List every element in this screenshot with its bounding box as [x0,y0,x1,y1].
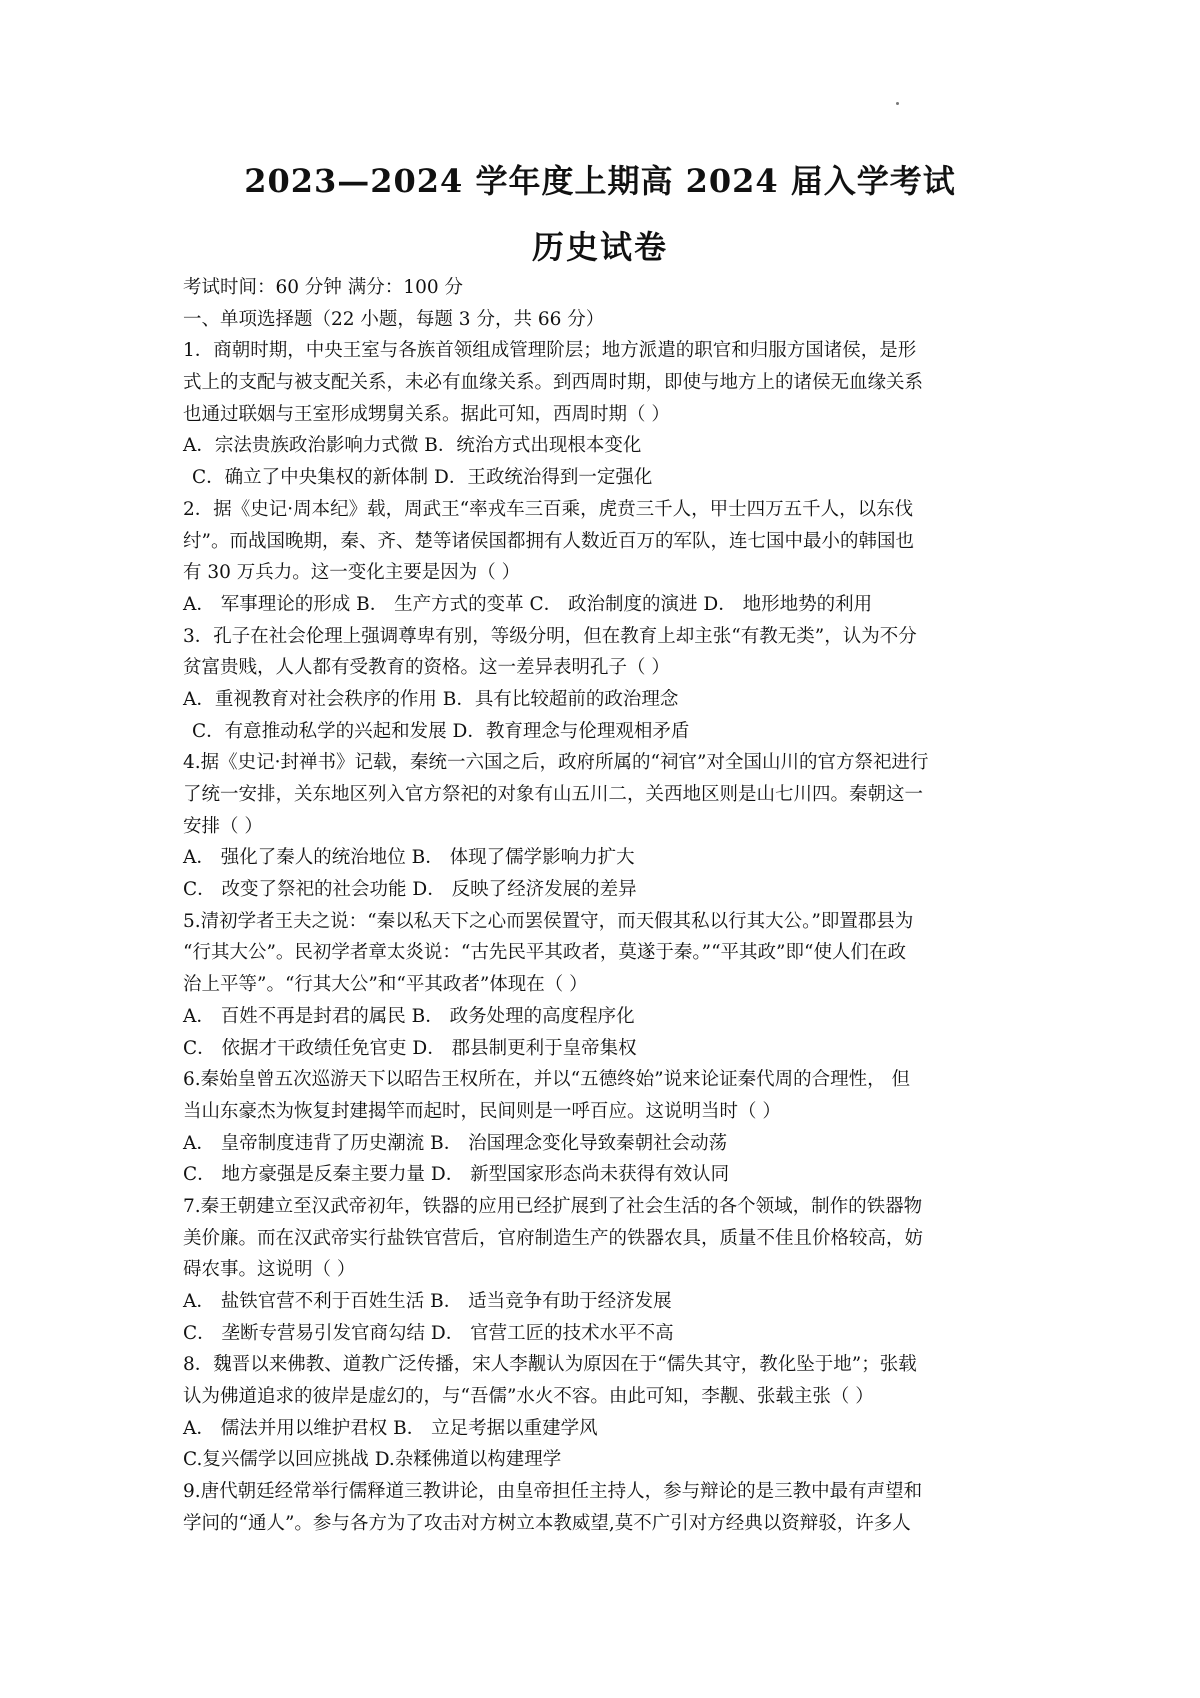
question-text: 4.据《史记·封禅书》记载，秦统一六国之后，政府所属的“祠官”对全国山川的官方祭祀进行 [183,752,929,774]
question-text: 式上的支配与被支配关系，未必有血缘关系。到西周时期，即使与地方上的诸侯无血缘关系 [183,372,924,394]
answer-options: A． 儒法并用以维护君权 B． 立足考据以重建学风 [183,1417,598,1439]
question-text: 8．魏晋以来佛教、道教广泛传播，宋人李觏认为原因在于“儒失其守，教化坠于地”；张载 [183,1354,917,1376]
question-text: 学问的“通人”。参与各方为了攻击对方树立本教威望,莫不广引对方经典以资辩驳，许多人 [183,1512,911,1534]
answer-options: C． 垄断专营易引发官商勾结 D． 官营工匠的技术水平不高 [183,1322,674,1344]
question-text: 5.清初学者王夫之说：“秦以私天下之心而罢侯置守，而天假其私以行其大公。”即置郡县为 [183,910,914,932]
exam-title: 2023—2024 学年度上期高 2024 届入学考试 [244,162,956,200]
answer-options: C． 地方豪强是反秦主要力量 D． 新型国家形态尚未获得有效认同 [183,1164,730,1186]
question-text: 有 30 万兵力。这一变化主要是因为（ ） [183,562,521,584]
question-text: 当山东豪杰为恢复封建揭竿而起时，民间则是一呼百应。这说明当时（ ） [183,1100,781,1122]
question-text: 1．商朝时期，中央王室与各族首领组成管理阶层；地方派遣的职官和归服方国诸侯，是形 [183,340,917,362]
question-text: 3．孔子在社会伦理上强调尊卑有别，等级分明，但在教育上却主张“有教无类”，认为不分 [183,625,917,647]
answer-options: C．有意推动私学的兴起和发展 D．教育理念与伦理观相矛盾 [192,720,690,742]
question-text: 纣”。而战国晚期，秦、齐、楚等诸侯国都拥有人数近百万的军队，连七国中最小的韩国也 [183,530,914,552]
question-text: 6.秦始皇曾五次巡游天下以昭告王权所在，并以“五德终始”说来论证秦代周的合理性， 但 [183,1069,910,1091]
answer-options: A． 皇帝制度违背了历史潮流 B． 治国理念变化导致秦朝社会动荡 [183,1132,728,1154]
answer-options: C.复兴儒学以回应挑战 D.杂糅佛道以构建理学 [183,1449,562,1471]
question-text: 了统一安排，关东地区列入官方祭祀的对象有山五川二，关西地区则是山七川四。秦朝这一 [183,784,924,805]
section-heading: 一、单项选择题（22 小题，每题 3 分，共 66 分） [183,308,605,330]
answer-options: A．宗法贵族政治影响力式微 B．统治方式出现根本变化 [183,435,642,457]
question-text: 9.唐代朝廷经常举行儒释道三教讲论，由皇帝担任主持人，参与辩论的是三教中最有声望和 [183,1481,923,1503]
answer-options: A． 百姓不再是封君的属民 B． 政务处理的高度程序化 [183,1005,635,1027]
question-text: 认为佛道追求的彼岸是虚幻的，与“吾儒”水火不容。由此可知，李觏、张载主张（ ） [183,1386,874,1408]
scan-speck [896,102,899,105]
question-text: 7.秦王朝建立至汉武帝初年，铁器的应用已经扩展到了社会生活的各个领域，制作的铁器物 [183,1195,923,1217]
answer-options: A． 强化了秦人的统治地位 B． 体现了儒学影响力扩大 [183,847,635,869]
answer-options: A． 盐铁官营不利于百姓生活 B． 适当竞争有助于经济发展 [183,1291,672,1312]
exam-body [183,272,1033,1540]
answer-options: C． 依据才干政绩任免官吏 D． 郡县制更利于皇帝集权 [183,1037,637,1059]
question-text: 贫富贵贱，人人都有受教育的资格。这一差异表明孔子（ ） [183,657,670,679]
answer-options: C．确立了中央集权的新体制 D．王政统治得到一定强化 [192,467,653,489]
exam-time-info: 考试时间：60 分钟 满分：100 分 [183,277,463,298]
answer-options: A． 军事理论的形成 B． 生产方式的变革 C． 政治制度的演进 D． 地形地势的利用 [183,593,873,615]
exam-subject: 历史试卷 [531,228,668,266]
question-text: 治上平等”。“行其大公”和“平其政者”体现在（ ） [183,974,588,996]
question-text: 安排（ ） [183,815,263,837]
answer-options: A．重视教育对社会秩序的作用 B．具有比较超前的政治理念 [183,688,679,710]
question-text: 美价廉。而在汉武帝实行盐铁官营后，官府制造生产的铁器农具，质量不佳且价格较高，妨 [183,1227,924,1249]
question-text: 也通过联姻与王室形成甥舅关系。据此可知，西周时期（ ） [183,403,670,425]
question-text: “行其大公”。民初学者章太炎说：“古先民平其政者，莫遂于秦。”“平其政”即“使人们在政 [183,942,906,964]
question-text: 2．据《史记·周本纪》载，周武王“率戎车三百乘，虎贲三千人，甲士四万五千人，以东伐 [183,498,914,520]
question-text: 碍农事。这说明（ ） [183,1259,356,1281]
answer-options: C． 改变了祭祀的社会功能 D． 反映了经济发展的差异 [183,879,637,901]
